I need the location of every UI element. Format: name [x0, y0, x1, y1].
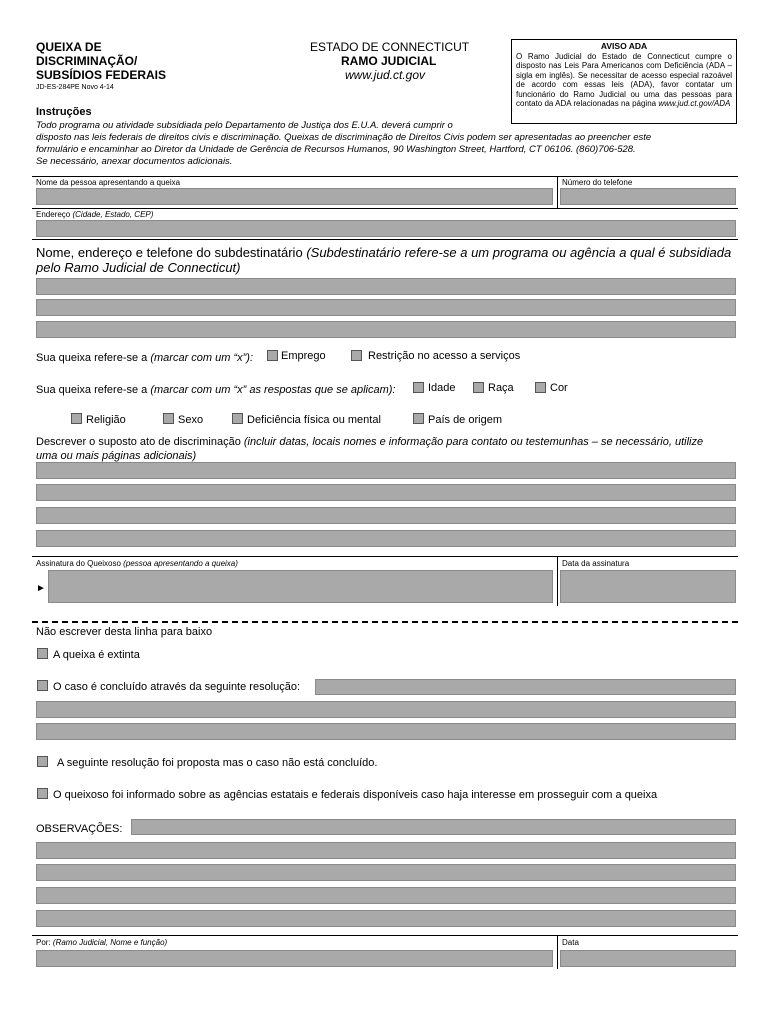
- employment-label: Emprego: [281, 350, 326, 362]
- form-code: JD-ES-284PE Novo 4-14: [36, 84, 114, 91]
- concluded-label: O caso é concluído através da seguinte resolução:: [53, 681, 301, 693]
- ada-text: O Ramo Judicial do Estado de Connecticut cumpre o disposto nas Leis Para Americanos com Deficiência (ADA – sigla em inglês). Se necessitar de acesso especial razoável de acordo com essas leis (ADA), favor contatar um funcionário do Ramo Judicial ou uma das pessoas para contato da ADA relacionadas na página: [516, 51, 732, 108]
- disability-checkbox[interactable]: [232, 413, 243, 424]
- signature-field[interactable]: [48, 570, 553, 603]
- extinct-checkbox[interactable]: [37, 648, 48, 659]
- form-title-line3: SUBSÍDIOS FEDERAIS: [36, 68, 167, 82]
- observations-label: OBSERVAÇÕES:: [36, 823, 123, 835]
- phone-label: Número do telefone: [562, 178, 633, 187]
- observations-field-4[interactable]: [36, 887, 736, 904]
- describe-label-line2: uma ou mais páginas adicionais): [36, 450, 197, 462]
- access-restriction-label: Restrição no acesso a serviços: [368, 350, 521, 362]
- sex-label: Sexo: [178, 414, 204, 426]
- observations-field-3[interactable]: [36, 864, 736, 881]
- origin-checkbox[interactable]: [413, 413, 424, 424]
- informed-checkbox[interactable]: [37, 788, 48, 799]
- religion-label: Religião: [86, 414, 126, 426]
- subrecipient-field-2[interactable]: [36, 299, 736, 316]
- by-label: Por: (Ramo Judicial, Nome e função): [36, 938, 168, 947]
- instructions-line1: Todo programa ou atividade subsidiada pelo Departamento de Justiça dos E.U.A. deverá cumprir o: [36, 120, 453, 131]
- instructions-line3: formulário e encaminhar ao Diretor da Unidade de Gerência de Recursos Humanos, 90 Washington Street, Hartford, CT 06106. (860)706-528.: [36, 144, 636, 155]
- employment-checkbox[interactable]: [267, 350, 278, 361]
- religion-checkbox[interactable]: [71, 413, 82, 424]
- describe-field-2[interactable]: [36, 484, 736, 501]
- extinct-label: A queixa é extinta: [53, 649, 140, 661]
- origin-label: País de origem: [428, 414, 502, 426]
- state-name: ESTADO DE CONNECTICUT: [310, 40, 470, 54]
- resolution-field-1[interactable]: [315, 679, 736, 695]
- observations-field-1[interactable]: [131, 819, 736, 835]
- by-field[interactable]: [36, 950, 553, 967]
- form-title-line1: QUEIXA DE: [36, 40, 102, 54]
- ada-notice: [511, 39, 737, 124]
- by-date-field[interactable]: [560, 950, 736, 967]
- observations-field-5[interactable]: [36, 910, 736, 927]
- complainant-name-label: Nome da pessoa apresentando a queixa: [36, 178, 181, 187]
- describe-label-line1: Descrever o suposto ato de discriminação (incluir datas, locais nomes e informação para contato ou testemunhas – se necessário, utilize: [36, 436, 704, 448]
- instructions-line4: Se necessário, anexar documentos adicionais.: [36, 156, 233, 167]
- observations-field-2[interactable]: [36, 842, 736, 859]
- by-date-label: Data: [562, 938, 579, 947]
- website[interactable]: www.jud.ct.gov: [345, 68, 426, 82]
- ada-title: AVISO ADA: [600, 41, 648, 51]
- signature-date-label: Data da assinatura: [562, 559, 630, 568]
- address-field[interactable]: [36, 220, 736, 237]
- form-title-line2: DISCRIMINAÇÃO/: [36, 54, 138, 68]
- phone-field[interactable]: [560, 188, 736, 205]
- describe-field-1[interactable]: [36, 462, 736, 479]
- branch-name: RAMO JUDICIAL: [341, 54, 437, 68]
- cut-line: [32, 621, 738, 623]
- age-checkbox[interactable]: [413, 382, 424, 393]
- instructions-heading: Instruções: [36, 106, 92, 118]
- access-restriction-checkbox[interactable]: [351, 350, 362, 361]
- signature-date-field[interactable]: [560, 570, 736, 603]
- complaint-type-label: Sua queixa refere-se a (marcar com um “x”):: [36, 352, 254, 364]
- instructions-line2: disposto nas leis federais de direitos civis e discriminação. Queixas de discriminação de Direitos Civis podem ser apresentadas ao preencher este: [36, 132, 652, 143]
- proposed-label: A seguinte resolução foi proposta mas o caso não está concluído.: [57, 757, 378, 769]
- race-checkbox[interactable]: [473, 382, 484, 393]
- address-label: Endereço (Cidade, Estado, CEP): [36, 210, 154, 219]
- proposed-checkbox[interactable]: [37, 756, 48, 767]
- subrecipient-label-line1: Nome, endereço e telefone do subdestinatário (Subdestinatário refere-se a um programa ou agência a qual é subsidiada: [36, 245, 732, 260]
- describe-field-3[interactable]: [36, 507, 736, 524]
- concluded-checkbox[interactable]: [37, 680, 48, 691]
- subrecipient-field-1[interactable]: [36, 278, 736, 295]
- informed-label: O queixoso foi informado sobre as agências estatais e federais disponíveis caso haja interesse em prosseguir com a queixa: [53, 789, 658, 801]
- do-not-write-label: Não escrever desta linha para baixo: [36, 626, 213, 638]
- complainant-name-field[interactable]: [36, 188, 553, 205]
- disability-label: Deficiência física ou mental: [247, 414, 381, 426]
- resolution-field-3[interactable]: [36, 723, 736, 740]
- sex-checkbox[interactable]: [163, 413, 174, 424]
- signature-label: Assinatura do Queixoso (pessoa apresentando a queixa): [36, 559, 238, 568]
- age-label: Idade: [428, 382, 456, 394]
- signature-arrow-icon: ►: [36, 583, 46, 594]
- describe-field-4[interactable]: [36, 530, 736, 547]
- subrecipient-label-line2: pelo Ramo Judicial de Connecticut): [36, 260, 241, 275]
- race-label: Raça: [488, 382, 514, 394]
- color-label: Cor: [550, 382, 568, 394]
- resolution-field-2[interactable]: [36, 701, 736, 718]
- ada-link[interactable]: www.jud.ct.gov/ADA: [658, 99, 731, 108]
- subrecipient-field-3[interactable]: [36, 321, 736, 338]
- discrimination-basis-label: Sua queixa refere-se a (marcar com um “x” as respostas que se aplicam):: [36, 384, 396, 396]
- color-checkbox[interactable]: [535, 382, 546, 393]
